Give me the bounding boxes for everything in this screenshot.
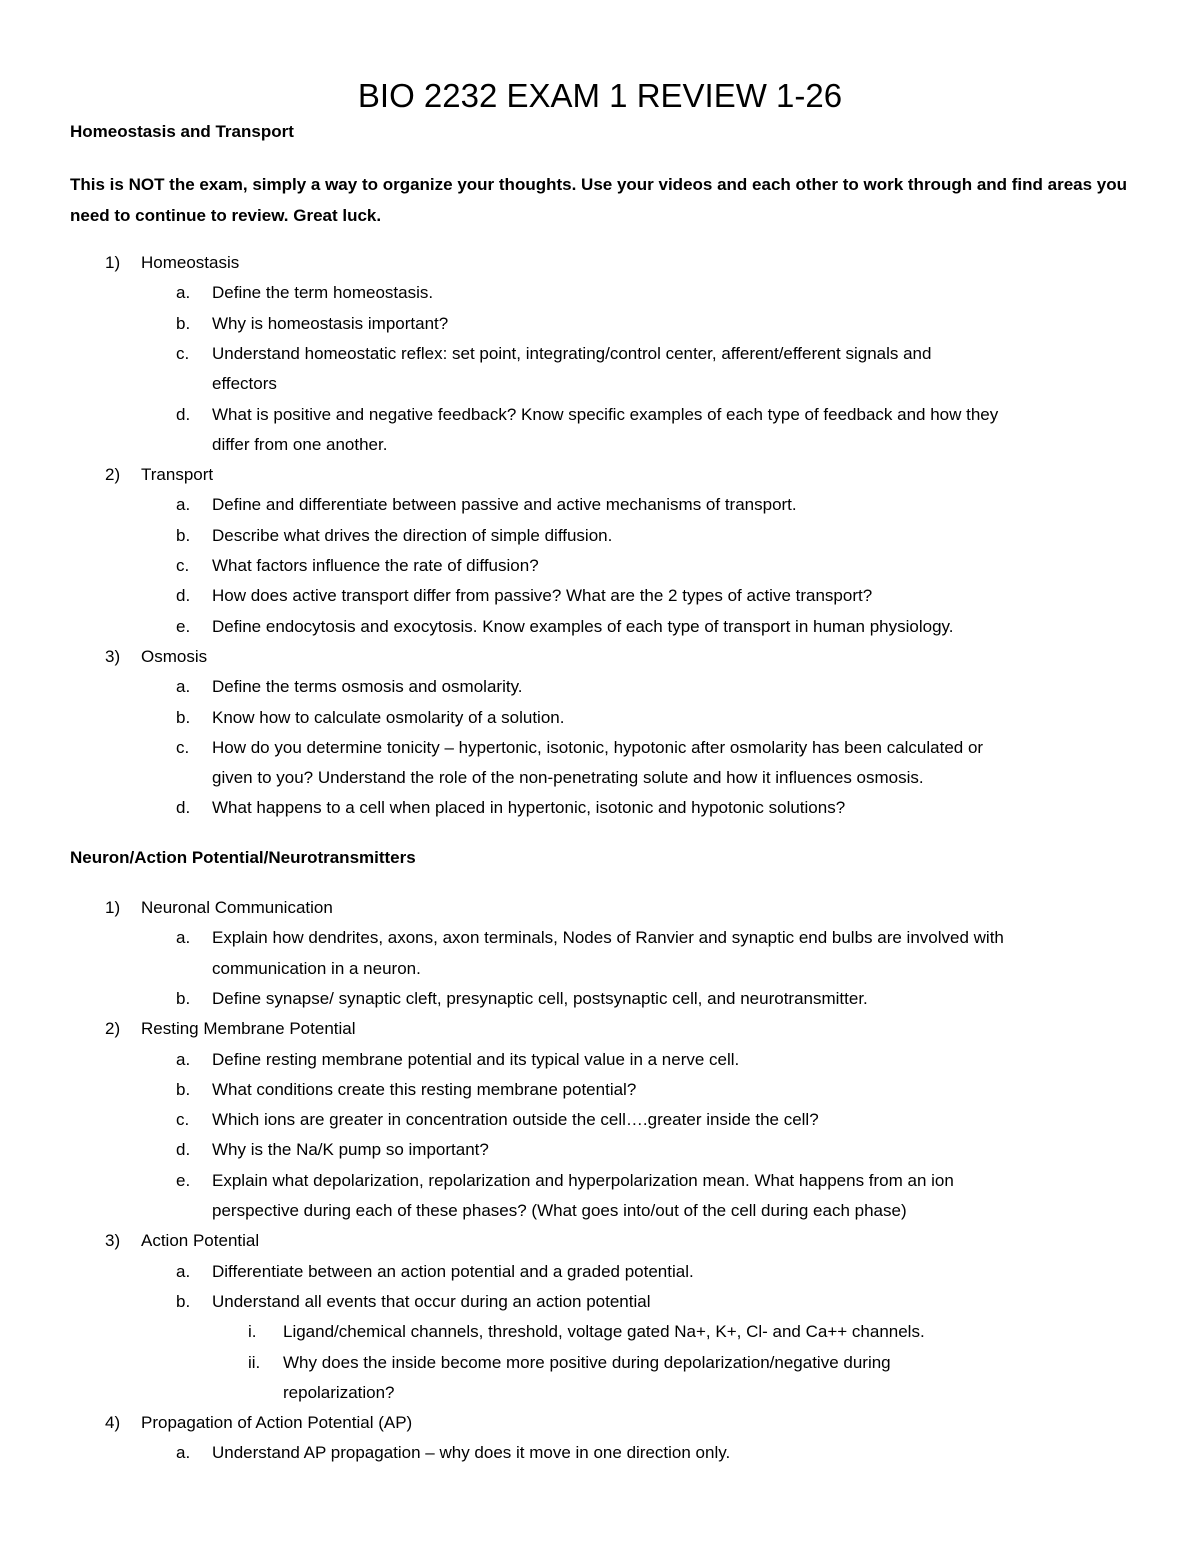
list-item-text: communication in a neuron. bbox=[212, 958, 421, 978]
list-item-text: Describe what drives the direction of simple diffusion. bbox=[212, 525, 613, 545]
list-item-marker: a. bbox=[176, 495, 191, 515]
topic-marker: 1) bbox=[105, 898, 121, 917]
list-item-text: What is positive and negative feedback? Know specific examples of each type of feedback and how they bbox=[212, 404, 999, 424]
topic-marker: 2) bbox=[105, 1019, 121, 1039]
list-item-text: Define the term homeostasis. bbox=[212, 283, 434, 303]
list-item-text: Explain what depolarization, repolarization and hyperpolarization mean. What happens from an ion bbox=[212, 1170, 954, 1190]
sub-item-text: repolarization? bbox=[283, 1382, 395, 1402]
list-item-text: perspective during each of these phases? (What goes into/out of the cell during each phase) bbox=[212, 1201, 907, 1220]
topic-text: Transport bbox=[141, 465, 214, 485]
list-item-text: Understand AP propagation – why does it move in one direction only. bbox=[212, 1443, 731, 1463]
list-item-text: Why is homeostasis important? bbox=[212, 313, 449, 333]
list-item-text: Understand all events that occur during an action potential bbox=[212, 1291, 651, 1311]
list-item-marker: e. bbox=[176, 1170, 191, 1190]
list-item-text: differ from one another. bbox=[212, 434, 388, 454]
topic-marker: 4) bbox=[105, 1413, 121, 1433]
topic-text: Osmosis bbox=[141, 646, 208, 666]
topic-marker: 3) bbox=[105, 1231, 121, 1251]
list-item-text: What conditions create this resting membrane potential? bbox=[212, 1079, 637, 1099]
document-title: BIO 2232 EXAM 1 REVIEW 1-26 bbox=[357, 77, 843, 114]
list-item-marker: e. bbox=[176, 616, 191, 636]
sub-item-marker: i. bbox=[248, 1322, 257, 1342]
list-item-text: Define endocytosis and exocytosis. Know examples of each type of transport in human physiology. bbox=[212, 616, 954, 636]
section-heading-homeostasis-transport: Homeostasis and Transport bbox=[70, 122, 294, 141]
sub-item-marker: ii. bbox=[248, 1352, 261, 1372]
list-item-text: Define the terms osmosis and osmolarity. bbox=[212, 677, 523, 697]
list-item-marker: c. bbox=[176, 343, 190, 363]
list-item-text: Differentiate between an action potential and a graded potential. bbox=[212, 1261, 694, 1281]
list-item-text: How does active transport differ from passive? What are the 2 types of active transport? bbox=[212, 586, 873, 606]
list-item-text: given to you? Understand the role of the non-penetrating solute and how it influences osmosis. bbox=[212, 768, 924, 788]
list-item-text: Define and differentiate between passive and active mechanisms of transport. bbox=[212, 495, 797, 515]
list-item-marker: b. bbox=[176, 525, 191, 545]
topic-marker: 1) bbox=[105, 253, 121, 272]
list-item-marker: a. bbox=[176, 1049, 191, 1069]
sub-item-text: Ligand/chemical channels, threshold, voltage gated Na+, K+, Cl- and Ca++ channels. bbox=[283, 1322, 925, 1342]
list-item-marker: a. bbox=[176, 677, 191, 697]
list-item-text: Define resting membrane potential and its typical value in a nerve cell. bbox=[212, 1049, 740, 1069]
list-item-text: Explain how dendrites, axons, axon terminals, Nodes of Ranvier and synaptic end bulbs are involved with bbox=[212, 928, 1004, 948]
list-item-text: Understand homeostatic reflex: set point, integrating/control center, afferent/efferent signals and bbox=[212, 343, 932, 363]
instruction-note: This is NOT the exam, simply a way to organize your thoughts. Use your videos and each other to work through and find areas you need to continue to review. Great luck. bbox=[70, 175, 1128, 225]
list-item-marker: d. bbox=[176, 404, 191, 424]
list-item-marker: a. bbox=[176, 1443, 191, 1463]
list-item-marker: d. bbox=[176, 798, 191, 818]
list-item-marker: a. bbox=[176, 283, 191, 303]
list-item-text: Know how to calculate osmolarity of a solution. bbox=[212, 707, 565, 727]
section-heading-neuron: Neuron/Action Potential/Neurotransmitters bbox=[70, 848, 416, 867]
list-item-marker: c. bbox=[176, 1110, 190, 1130]
list-item-text: effectors bbox=[212, 374, 277, 394]
list-item-marker: c. bbox=[176, 737, 190, 757]
topic-marker: 2) bbox=[105, 465, 121, 485]
list-item-marker: b. bbox=[176, 1291, 191, 1311]
list-item-marker: b. bbox=[176, 988, 191, 1008]
list-item-marker: a. bbox=[176, 1261, 191, 1281]
list-item-text: Which ions are greater in concentration outside the cell….greater inside the cell? bbox=[212, 1110, 819, 1130]
list-item-marker: c. bbox=[176, 556, 190, 575]
list-item-marker: a. bbox=[176, 928, 191, 948]
sub-item-text: Why does the inside become more positive during depolarization/negative during bbox=[283, 1352, 891, 1372]
list-item-text: Why is the Na/K pump so important? bbox=[212, 1140, 489, 1160]
topic-text: Action Potential bbox=[141, 1231, 260, 1251]
list-item-text: Define synapse/ synaptic cleft, presynaptic cell, postsynaptic cell, and neurotransmitter. bbox=[212, 988, 868, 1008]
topic-text: Neuronal Communication bbox=[141, 898, 333, 917]
list-item-text: How do you determine tonicity – hypertonic, isotonic, hypotonic after osmolarity has been calculated or bbox=[212, 737, 984, 757]
list-item-text: What happens to a cell when placed in hypertonic, isotonic and hypotonic solutions? bbox=[212, 798, 846, 818]
topic-text: Resting Membrane Potential bbox=[141, 1019, 356, 1039]
list-item-marker: b. bbox=[176, 707, 191, 727]
topic-text: Homeostasis bbox=[141, 253, 240, 272]
topic-marker: 3) bbox=[105, 646, 121, 666]
list-item-marker: d. bbox=[176, 586, 191, 606]
topic-text: Propagation of Action Potential (AP) bbox=[141, 1413, 413, 1433]
list-item-text: What factors influence the rate of diffusion? bbox=[212, 556, 539, 575]
list-item-marker: b. bbox=[176, 313, 191, 333]
list-item-marker: b. bbox=[176, 1079, 191, 1099]
list-item-marker: d. bbox=[176, 1140, 191, 1160]
